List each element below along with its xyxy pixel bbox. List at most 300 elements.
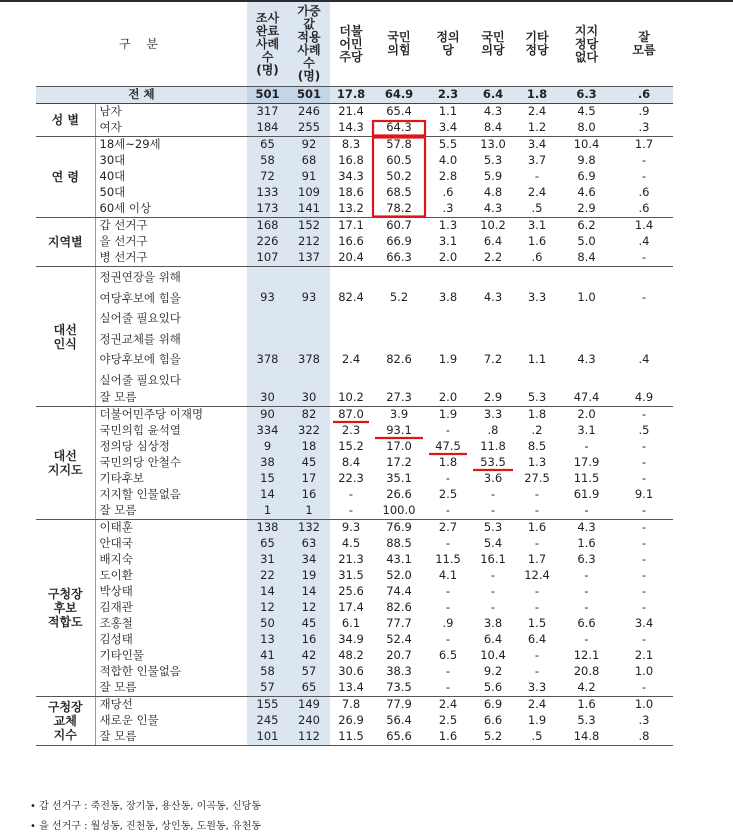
cell-value: 184 [256,120,279,135]
data-cell [426,153,470,169]
cell-value: 245 [256,713,279,728]
column-header-line: 조사 [255,10,280,25]
data-cell [372,169,426,185]
cell-value: 101 [256,729,279,744]
column-header-line: 없다 [574,49,599,64]
cell-value: 3.1 [438,234,458,249]
cell-value: 27.5 [524,471,550,486]
cell-value: 6.9 [483,697,503,712]
data-cell [330,407,372,424]
row-label-line: 50대 [99,185,126,200]
data-cell [330,664,372,680]
data-cell [330,267,372,329]
cell-value: 1.7 [634,137,654,152]
cell-value: - [534,487,540,502]
data-cell [330,697,372,714]
data-cell [426,536,470,552]
row-label-line: 이태훈 [99,520,133,535]
data-cell [615,487,673,503]
data-cell [426,234,470,250]
cell-value: 1.6 [527,520,547,535]
cell-value: 16.8 [338,153,364,168]
cell-value: 4.1 [438,568,458,583]
cell-value: 14 [260,584,275,599]
cell-value: 30 [301,390,317,405]
column-header-line: 정당 [574,36,599,51]
cell-value: 2.4 [438,697,458,712]
cell-value: 1.8 [527,407,547,422]
cell-value: 10.4 [480,648,506,663]
data-cell [247,169,288,185]
cell-value: 1.0 [634,697,654,712]
table-row [36,520,673,537]
cell-value: .3 [638,120,650,135]
footnote-district-eul: • 을 선거구 : 월성동, 진천동, 상인동, 도원동, 유천동 [30,821,261,832]
cell-value: 13 [260,632,275,647]
row-label [95,439,247,455]
data-cell [615,185,673,201]
data-cell [426,471,470,487]
data-cell [470,697,516,714]
data-cell [558,503,615,520]
cell-value: 255 [298,120,320,135]
row-label [95,680,247,697]
cell-value: 31 [260,552,275,567]
row-label-line: 재당선 [99,697,133,712]
row-label-line: 실어줄 필요있다 [99,311,181,325]
cell-value: 34.9 [338,632,364,647]
row-label-line: 국민의힘 윤석열 [99,423,181,438]
cell-value: 34 [301,552,317,567]
data-cell [470,680,516,697]
data-cell [558,120,615,137]
data-cell [372,680,426,697]
table-row [36,329,673,391]
cell-value: 93 [260,290,275,304]
total-value: 2.3 [426,87,470,104]
data-cell [516,680,558,697]
data-cell [288,520,330,537]
table-row [36,680,673,697]
data-cell [470,616,516,632]
data-cell [470,568,516,584]
cell-value: 68 [301,153,317,168]
column-header-line: (명) [297,69,321,83]
cell-value: 1.2 [527,120,547,135]
cell-value: 5.9 [483,169,503,184]
cell-value: 107 [256,250,279,265]
cell-value: 20.7 [386,648,412,663]
cell-value: 5.3 [483,153,503,168]
data-cell [615,697,673,714]
data-cell [372,390,426,407]
cell-value: 4.3 [483,104,503,119]
cell-value: 1 [263,503,272,518]
column-header-line: (명) [256,62,279,77]
data-cell [470,234,516,250]
cell-value: 132 [298,520,320,535]
data-cell [288,153,330,169]
footnotes [30,797,261,837]
column-header-line: 잘 [638,30,650,44]
data-cell [615,552,673,568]
data-cell [470,218,516,235]
cell-value: 61.9 [573,487,600,502]
cell-value: 9.2 [483,664,503,679]
cell-value: 9.8 [577,153,596,168]
data-cell [558,218,615,235]
cell-value: 56.4 [386,713,412,728]
cell-value: 2.3 [341,423,361,438]
data-cell [615,713,673,729]
data-cell [516,568,558,584]
cell-value: 6.2 [577,218,596,233]
cell-value: 42 [301,648,317,663]
cell-value: 16 [301,487,317,502]
data-cell [330,218,372,235]
cell-value: - [348,503,354,518]
data-cell [247,503,288,520]
data-cell [516,153,558,169]
data-cell [470,185,516,201]
cell-value: 3.8 [438,290,458,304]
data-cell [615,503,673,520]
data-cell [247,520,288,537]
cell-value: - [490,568,496,583]
cell-value: 3.3 [483,407,503,422]
cell-value: 4.3 [483,290,503,304]
table-row [36,584,673,600]
row-label [95,697,247,714]
cell-value: 19 [301,568,317,583]
data-cell [470,329,516,391]
data-cell [558,407,615,424]
column-header [615,2,673,87]
cell-value: 58 [260,664,275,679]
data-cell [558,487,615,503]
data-cell [516,218,558,235]
cell-value: 1.8 [438,455,458,470]
data-cell [470,729,516,746]
row-label [95,584,247,600]
data-cell [426,680,470,697]
cell-value: 4.3 [483,201,503,216]
cell-value: 76.9 [386,520,412,535]
data-cell [470,423,516,439]
data-cell [372,329,426,391]
table-row [36,697,673,714]
total-value: .6 [615,87,673,104]
data-cell [558,648,615,664]
cell-value: 22 [260,568,275,583]
data-cell [247,664,288,680]
data-cell [372,120,426,137]
cell-value: 17.1 [338,218,364,233]
data-cell [426,329,470,391]
data-cell [426,455,470,471]
cell-value: - [534,536,540,551]
data-cell [426,185,470,201]
cell-value: 17.9 [573,455,600,470]
cell-value: 4.9 [634,390,654,405]
cell-value: 5.0 [577,234,596,249]
cell-value: 25.6 [338,584,364,599]
row-label [95,600,247,616]
data-cell [372,407,426,424]
footnote-district-gap: • 갑 선거구 : 죽전동, 장기동, 용산동, 이곡동, 신당동 [30,801,261,812]
cell-value: 65.4 [386,104,412,119]
cell-value: 63 [301,536,317,551]
row-label-line: 잘 모름 [99,729,137,744]
data-cell [330,201,372,218]
row-label-line: 지지할 인물없음 [99,487,181,502]
column-header-line: 정당 [525,43,549,57]
row-label [95,552,247,568]
data-cell [372,153,426,169]
cell-value: 2.4 [527,185,547,200]
cell-value: 20.4 [338,250,364,265]
column-header [247,2,288,87]
data-cell [426,137,470,154]
row-label-line: 병 선거구 [99,250,148,265]
data-cell [288,329,330,391]
data-cell [247,487,288,503]
section-label-line: 적합도 [47,615,83,629]
cell-value: - [445,536,451,551]
total-value: 64.9 [372,87,426,104]
data-cell [558,390,615,407]
data-cell [516,648,558,664]
cell-value: 34.3 [338,169,364,184]
data-cell [247,471,288,487]
data-cell [615,201,673,218]
cell-value: - [534,648,540,663]
data-cell [558,568,615,584]
cell-value: 138 [256,520,279,535]
cell-value: - [584,439,589,454]
section-label-line: 구청장 [47,587,83,601]
section-label-line: 지역별 [47,235,83,249]
cell-value: 21.3 [338,552,364,567]
row-label [95,169,247,185]
data-cell [558,137,615,154]
cell-value: 109 [298,185,320,200]
row-label [95,423,247,439]
row-label [95,329,247,391]
table-row [36,407,673,424]
data-cell [372,632,426,648]
row-label [95,218,247,235]
column-header-line: 모름 [632,43,656,57]
row-label-line: 더불어민주당 이재명 [99,407,204,422]
data-cell [615,584,673,600]
data-cell [247,439,288,455]
cell-value: 50.2 [386,169,412,184]
total-value: 17.8 [330,87,372,104]
cell-value: 93.1 [386,423,412,438]
cell-value: 17.4 [338,600,364,615]
column-header-line: 당 [442,43,454,57]
cell-value: 16 [301,632,317,647]
cell-value: 7.2 [483,351,503,366]
data-cell [288,697,330,714]
crosstab-table-container [36,2,673,746]
column-header-line: 가중 [297,4,321,18]
data-cell [247,536,288,552]
data-cell [330,455,372,471]
cell-value: - [641,407,647,422]
cell-value: 334 [256,423,279,438]
total-value: 1.8 [516,87,558,104]
cell-value: - [641,568,647,583]
row-label-line: 60세 이상 [99,201,152,216]
cell-value: 47.5 [435,439,461,454]
cell-value: 78.2 [386,201,412,216]
cell-value: 5.2 [389,290,409,304]
data-cell [372,487,426,503]
data-cell [426,568,470,584]
data-cell [558,201,615,218]
column-header-line: 수 [303,56,315,70]
data-cell [558,439,615,455]
row-label-line: 조홍철 [99,616,133,631]
cell-value: - [641,153,647,168]
data-cell [426,218,470,235]
data-cell [288,250,330,267]
cell-value: 1.1 [438,104,458,119]
cell-value: 12 [260,600,275,615]
table-row [36,648,673,664]
data-cell [516,439,558,455]
data-cell [615,648,673,664]
cell-value: 4.2 [577,680,596,695]
data-cell [615,455,673,471]
column-header [372,2,426,87]
data-cell [516,390,558,407]
row-label-line: 30대 [99,153,126,168]
data-cell [558,632,615,648]
column-header-line: 의힘 [387,43,411,57]
cell-value: 65 [301,680,317,695]
data-cell [558,552,615,568]
row-label-line: 잘 모름 [99,503,137,518]
cell-value: 65.6 [386,729,412,744]
data-cell [558,250,615,267]
data-cell [288,600,330,616]
data-cell [516,584,558,600]
cell-value: - [534,169,540,184]
data-cell [615,439,673,455]
cell-value: 6.9 [577,169,596,184]
cell-value: 57 [301,664,317,679]
data-cell [372,664,426,680]
cell-value: 77.7 [386,616,412,631]
column-header-line: 값 [303,17,315,31]
cell-value: 14 [301,584,317,599]
total-value: 6.4 [470,87,516,104]
cell-value: 5.2 [483,729,503,744]
row-label-line: 을 선거구 [99,234,148,249]
table-body [36,87,673,746]
cell-value: 45 [301,616,317,631]
data-cell [330,104,372,121]
data-cell [615,520,673,537]
data-cell [426,104,470,121]
cell-value: - [534,584,540,599]
cell-value: 1.9 [438,407,458,422]
data-cell [330,471,372,487]
data-cell [558,169,615,185]
data-cell [247,329,288,391]
data-cell [470,201,516,218]
cell-value: .5 [638,423,650,438]
data-cell [470,169,516,185]
column-header [330,2,372,87]
cell-value: 65 [260,536,275,551]
cell-value: 3.4 [438,120,458,135]
table-row [36,104,673,121]
data-cell [470,439,516,455]
cell-value: 1.4 [634,218,654,233]
data-cell [516,250,558,267]
table-header [36,2,673,87]
data-cell [615,632,673,648]
row-label [95,120,247,137]
data-cell [558,185,615,201]
data-cell [247,648,288,664]
column-header [516,2,558,87]
table-row [36,664,673,680]
cell-value: .5 [531,201,543,216]
data-cell [372,439,426,455]
data-cell [330,153,372,169]
cell-value: 155 [256,697,279,712]
data-cell [247,185,288,201]
cell-value: 4.8 [483,185,503,200]
data-cell [615,729,673,746]
cell-value: 18 [301,439,317,454]
cell-value: - [641,169,647,184]
data-cell [516,137,558,154]
data-cell [288,552,330,568]
cell-value: 246 [298,104,320,119]
cell-value: 226 [256,234,279,249]
data-cell [247,407,288,424]
cell-value: 26.9 [338,713,364,728]
cell-value: 8.4 [483,120,503,135]
cell-value: .5 [531,729,543,744]
data-cell [470,632,516,648]
column-header-line: 수 [261,49,274,64]
data-cell [288,137,330,154]
data-cell [330,713,372,729]
cell-value: 50 [260,616,275,631]
cell-value: .2 [531,423,543,438]
cell-value: 60.5 [386,153,412,168]
cell-value: 13.0 [480,137,506,152]
row-label [95,455,247,471]
cell-value: 57.8 [386,137,412,152]
table-row [36,713,673,729]
data-cell [288,234,330,250]
cell-value: 12 [301,600,317,615]
column-header-line: 적용 [297,30,321,44]
cell-value: 378 [298,351,320,366]
cell-value: 15 [260,471,275,486]
cell-value: 4.3 [577,351,596,366]
cell-value: 27.3 [386,390,412,405]
data-cell [426,120,470,137]
